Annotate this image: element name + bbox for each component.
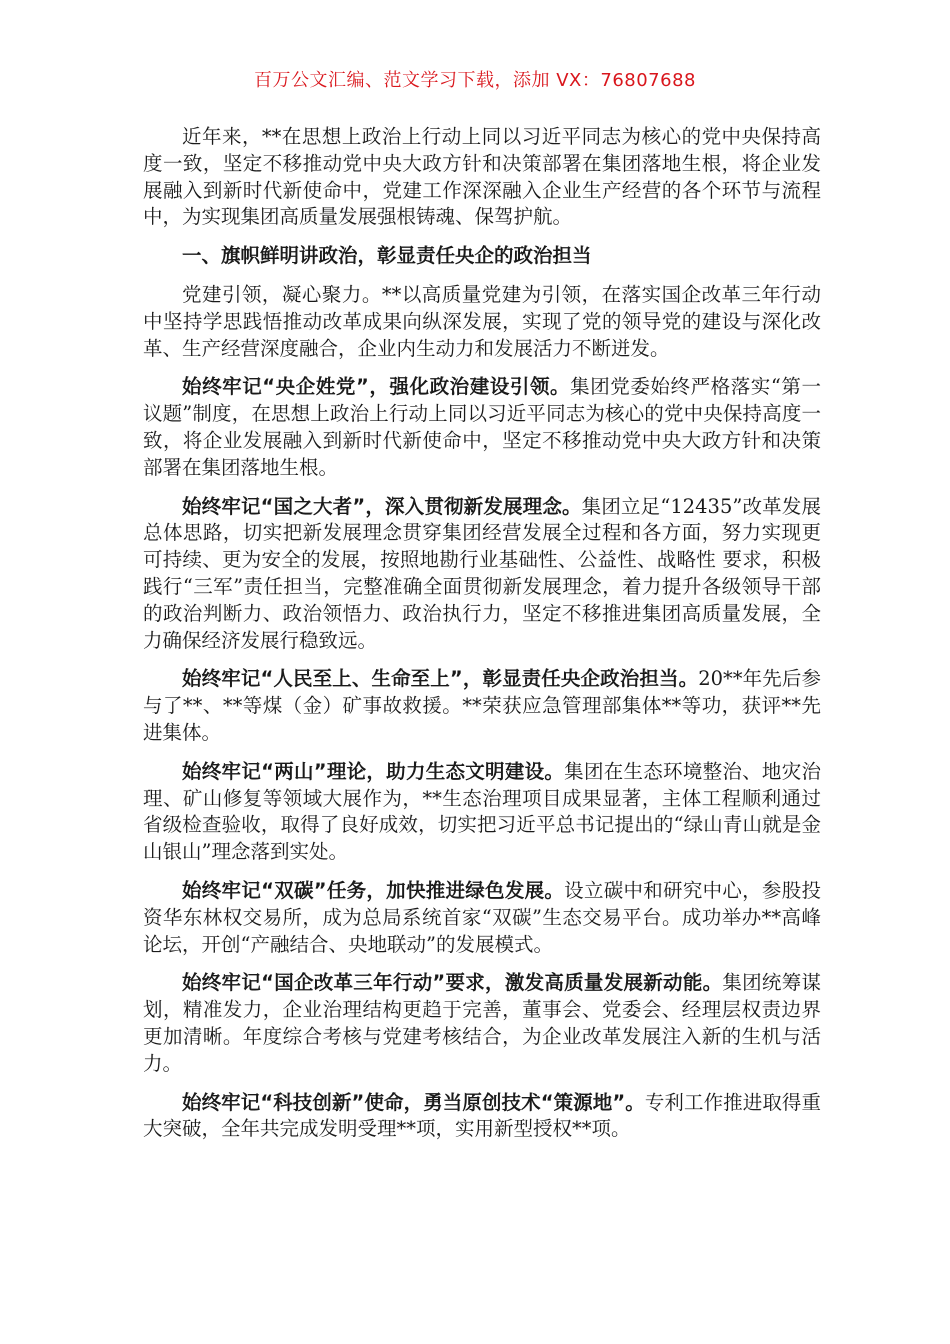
item-body: 集团在生态环境整治、地灾治理、矿山修复等领域大展作为，**生态治理项目成果显著，主体工程顺利通过省级检查验收，取得了良好成效，切实把习近平总书记提出的“绿山青山就是金山银山”理念落到实处。: [143, 759, 821, 864]
item-paragraph-7: [143, 1090, 821, 1144]
item-paragraph-3: [143, 666, 821, 746]
item-lead: 始终牢记“国之大者”，深入贯彻新发展理念。: [182, 494, 582, 518]
item-body: 集团统筹谋划，精准发力，企业治理结构更趋于完善，董事会、党委会、经理层权责边界更加清晰。年度综合考核与党建考核结合，为企业改革发展注入新的生机与活力。: [143, 971, 821, 1075]
item-paragraph-4: [143, 759, 821, 866]
section-heading: 一、旗帜鲜明讲政治，彰显责任央企的政治担当: [182, 244, 592, 268]
watermark-banner: 百万公文汇编、范文学习下载，添加 VX：76807688: [254, 70, 696, 91]
item-paragraph-2: [143, 494, 821, 655]
item-body: 20**年先后参与了**、**等煤（金）矿事故救援。**荣获应急管理部集体**等功，获评**先进集体。: [143, 667, 821, 744]
document-body: [143, 124, 821, 1155]
item-paragraph-5: [143, 878, 821, 958]
item-body: 专利工作推进取得重大突破，全年共完成发明受理**项，实用新型授权**项。: [143, 1090, 821, 1141]
item-lead: 始终牢记“两山”理论，助力生态文明建设。: [182, 759, 565, 783]
item-paragraph-1: [143, 374, 821, 481]
item-lead: 始终牢记“国企改革三年行动”要求，激发高质量发展新动能。: [182, 971, 723, 995]
item-body: 集团立足“12435”改革发展总体思路，切实把新发展理念贯穿集团经营发展全过程和各方面，努力实现更可持续、更为安全的发展，按照地勘行业基础性、公益性、战略性 要求，积极践行“三军”责任担当，完整准确全面贯彻新发展理念，着力提升各级领导干部的政治判断力、政治领悟力、政治执行力，坚定不移推进集团高质量发展，全力确保经济发展行稳致远。: [143, 494, 821, 652]
item-paragraph-6: [143, 970, 821, 1077]
item-body: 设立碳中和研究中心，参股投资华东林权交易所，成为总局系统首家“双碳”生态交易平台。成功举办**高峰论坛，开创“产融结合、央地联动”的发展模式。: [143, 878, 821, 956]
item-lead: 始终牢记“央企姓党”，强化政治建设引领。: [182, 375, 571, 399]
section-intro-paragraph: 党建引领，凝心聚力。**以高质量党建为引领，在落实国企改革三年行动中坚持学思践悟推动改革成果向纵深发展，实现了党的领导党的建设与深化改革、生产经营深度融合，企业内生动力和发展活力不断迸发。: [143, 282, 821, 360]
intro-paragraph: 近年来，**在思想上政治上行动上同以习近平同志为核心的党中央保持高度一致，坚定不移推动党中央大政方针和决策部署在集团落地生根，将企业发展融入到新时代新使命中，党建工作深深融入企业生产经营的各个环节与流程中，为实现集团高质量发展强根铸魂、保驾护航。: [143, 125, 821, 229]
item-lead: 始终牢记“双碳”任务，加快推进绿色发展。: [182, 878, 565, 902]
item-body: 集团党委始终严格落实“第一议题”制度，在思想上政治上行动上同以习近平同志为核心的党中央保持高度一致，将企业发展融入到新时代新使命中，坚定不移推动党中央大政方针和决策部署在集团落地生根。: [143, 375, 821, 479]
item-lead: 始终牢记“人民至上、生命至上”，彰显责任央企政治担当。: [182, 667, 699, 691]
item-lead: 始终牢记“科技创新”使命，勇当原创技术“策源地”。: [182, 1090, 645, 1114]
